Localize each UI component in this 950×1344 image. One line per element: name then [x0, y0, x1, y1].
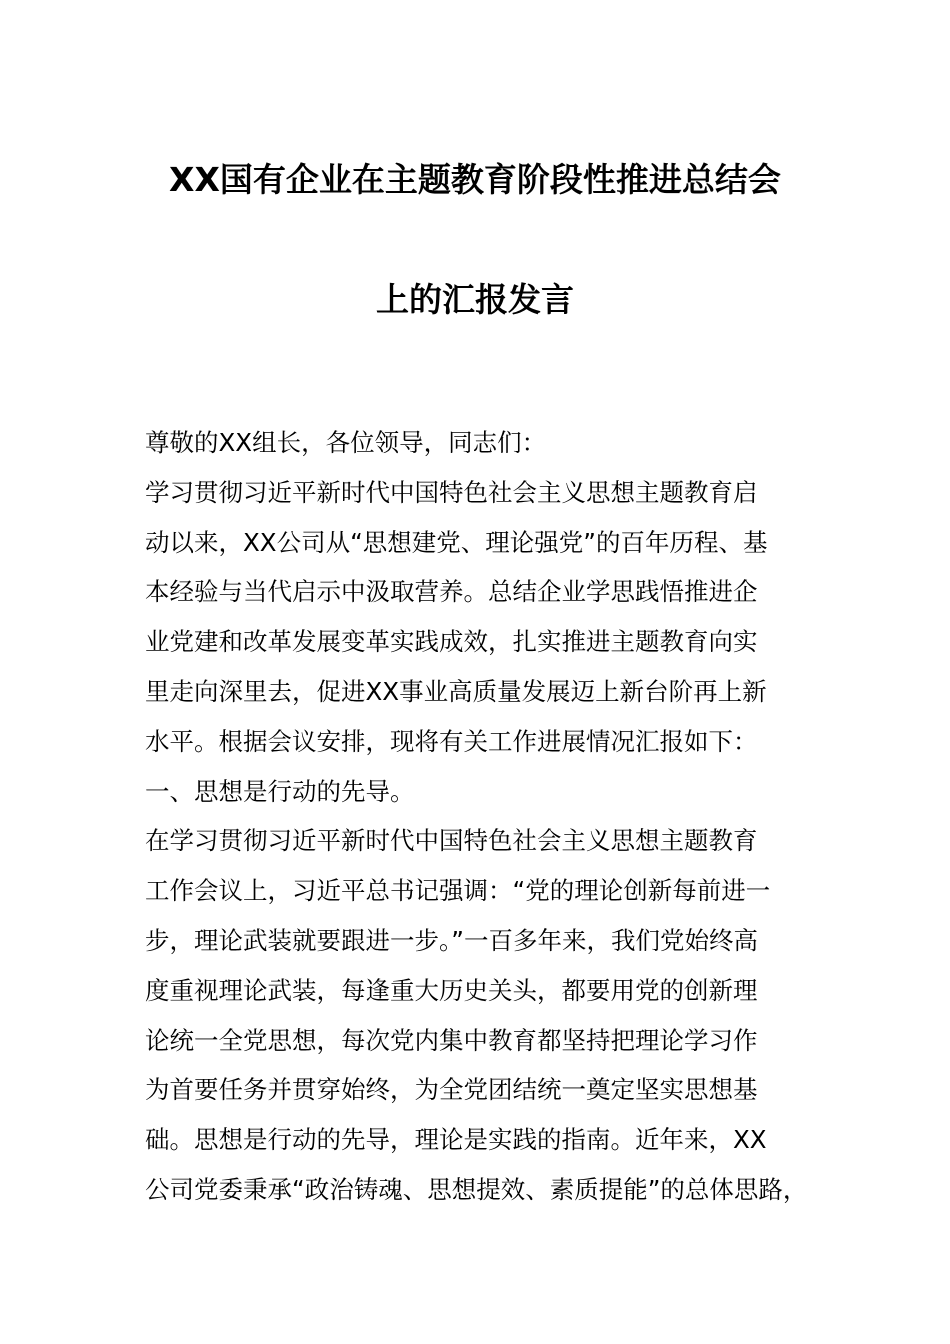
- body-line: 在学习贯彻习近平新时代中国特色社会主义思想主题教育: [145, 826, 758, 856]
- body-line: 公司党委秉承“政治铸魂、思想提效、素质提能”的总体思路，: [145, 1174, 808, 1204]
- body-line: 学习贯彻习近平新时代中国特色社会主义思想主题教育启: [145, 477, 758, 507]
- document-title-line-1: XX国有企业在主题教育阶段性推进总结会: [169, 160, 781, 199]
- section-heading: 一、思想是行动的先导。: [145, 776, 415, 806]
- body-line: 步，理论武装就要跟进一步。”一百多年来，我们党始终高: [145, 925, 758, 955]
- body-line: 工作会议上，习近平总书记强调：“党的理论创新每前进一: [145, 876, 771, 906]
- body-line: 度重视理论武装，每逢重大历史关头，都要用党的创新理: [145, 975, 758, 1005]
- body-line: 水平。根据会议安排，现将有关工作进展情况汇报如下：: [145, 726, 758, 756]
- body-line: 里走向深里去，促进XX事业高质量发展迈上新台阶再上新: [145, 676, 767, 706]
- document-body: [145, 418, 825, 1215]
- body-line: 论统一全党思想，每次党内集中教育都坚持把理论学习作: [145, 1025, 758, 1055]
- body-line: 本经验与当代启示中汲取营养。总结企业学思践悟推进企: [145, 577, 758, 607]
- body-line: 为首要任务并贯穿始终，为全党团结统一奠定坚实思想基: [145, 1075, 758, 1105]
- body-line: 业党建和改革发展变革实践成效，扎实推进主题教育向实: [145, 627, 758, 657]
- document-title-line-2: 上的汇报发言: [376, 280, 574, 319]
- salutation: 尊敬的XX组长，各位领导，同志们：: [145, 428, 547, 457]
- body-line: 动以来，XX公司从“思想建党、理论强党”的百年历程、基: [145, 527, 768, 557]
- body-line: 础。思想是行动的先导，理论是实践的指南。近年来，XX: [145, 1125, 767, 1155]
